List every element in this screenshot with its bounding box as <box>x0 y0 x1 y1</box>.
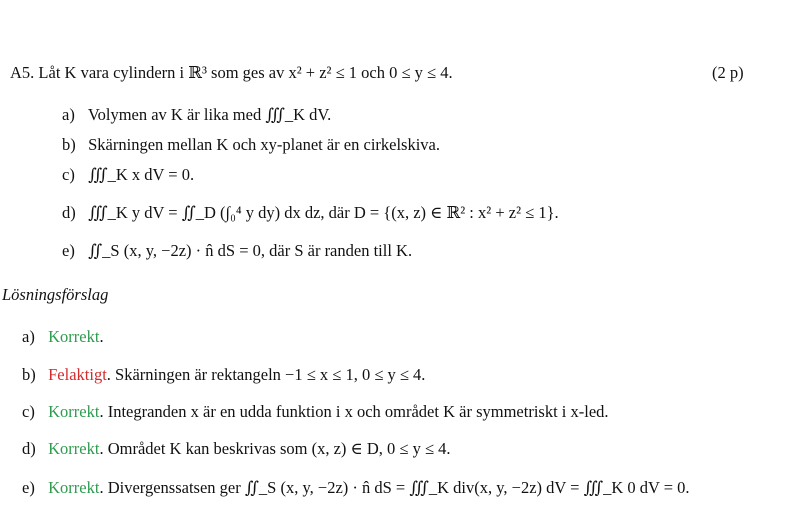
item-label: c) <box>22 402 35 421</box>
item-label: e) <box>62 241 75 260</box>
solution-text: . Området K kan beskrivas som (x, z) ∈ D, 0 ≤ y ≤ 4. <box>99 439 451 458</box>
problem-statement-line <box>10 62 453 84</box>
solution-heading: Lösningsförslag <box>2 285 109 304</box>
solution-item-c <box>22 401 609 423</box>
item-text: ∭_K y dV = ∬_D (∫₀⁴ y dy) dx dz, där D = {(x, z) ∈ ℝ² : x² + z² ≤ 1}. <box>88 203 559 222</box>
item-text: Volymen av K är lika med ∭_K dV. <box>87 105 332 124</box>
verdict-correct: Korrekt <box>48 327 100 346</box>
item-label: c) <box>62 165 75 184</box>
item-label: b) <box>62 135 76 154</box>
verdict-correct: Korrekt <box>48 402 100 421</box>
solution-item-b <box>22 364 425 386</box>
solution-text: . Integranden x är en udda funktion i x och området K är symmetriskt i x-led. <box>99 402 609 421</box>
solution-item-a <box>22 326 104 348</box>
item-label: a) <box>22 327 35 346</box>
item-text: Skärningen mellan K och xy-planet är en cirkelskiva. <box>88 135 441 154</box>
problem-statement: Låt K vara cylindern i ℝ³ som ges av x² + z² ≤ 1 och 0 ≤ y ≤ 4. <box>38 63 453 82</box>
problem-points: (2 p) <box>712 63 744 82</box>
problem-item-c <box>62 164 194 186</box>
solution-text: . <box>99 327 104 346</box>
item-label: a) <box>62 105 75 124</box>
verdict-correct: Korrekt <box>48 478 100 497</box>
item-text: ∭_K x dV = 0. <box>88 165 195 184</box>
solution-text: . Divergenssatsen ger ∬_S (x, y, −2z) · n̂ dS = ∭_K div(x, y, −2z) dV = ∭_K 0 dV = 0. <box>99 478 690 497</box>
item-label: d) <box>22 439 36 458</box>
problem-number: A5. <box>10 63 35 82</box>
problem-item-e <box>62 240 412 262</box>
solution-text: . Skärningen är rektangeln −1 ≤ x ≤ 1, 0 ≤ y ≤ 4. <box>106 365 426 384</box>
verdict-correct: Korrekt <box>48 439 100 458</box>
verdict-incorrect: Felaktigt <box>48 365 107 384</box>
item-text: ∬_S (x, y, −2z) · n̂ dS = 0, där S är randen till K. <box>88 241 413 260</box>
problem-item-d <box>62 202 559 224</box>
item-label: d) <box>62 203 76 222</box>
solution-item-e <box>22 477 690 499</box>
problem-item-b <box>62 134 440 156</box>
item-label: b) <box>22 365 36 384</box>
problem-item-a <box>62 104 331 126</box>
solution-item-d <box>22 438 451 460</box>
item-label: e) <box>22 478 35 497</box>
